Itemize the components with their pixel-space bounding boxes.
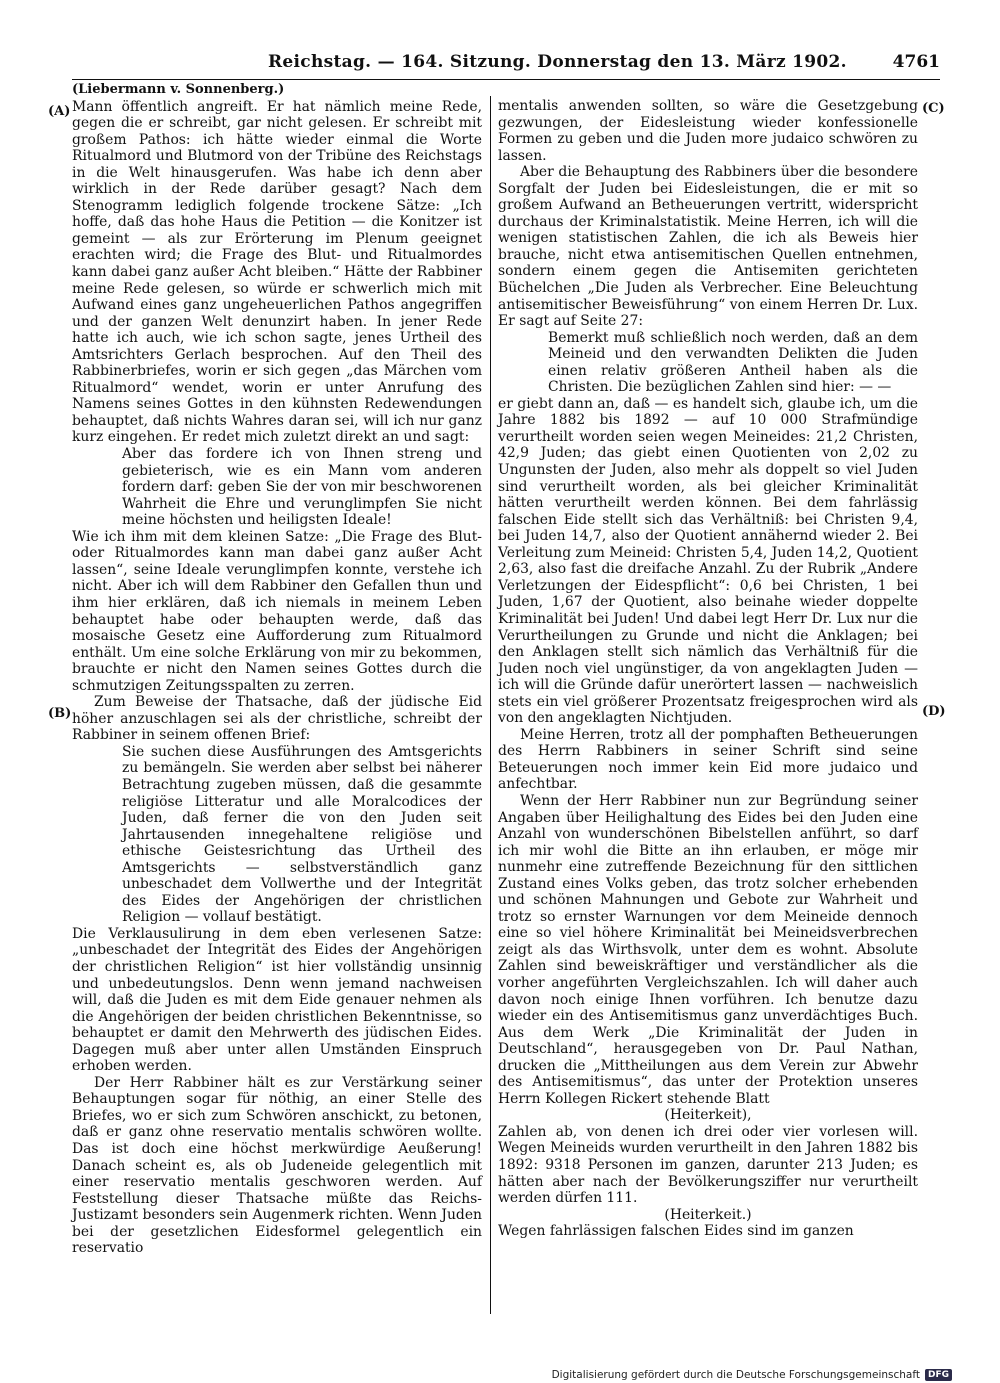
footer-text: Digitalisierung gefördert durch die Deutsche Forschungsgemeinschaft bbox=[551, 1369, 920, 1381]
paragraph: Zum Beweise der Thatsache, daß der jüdische Eid höher anzuschlagen sei als der christliche, schreibt der Rabbiner in seinem offenen Brief: bbox=[72, 694, 482, 744]
page-header bbox=[72, 52, 940, 78]
margin-label-b: (B) bbox=[48, 706, 72, 721]
paragraph: Aber die Behauptung des Rabbiners über die besondere Sorgfalt der Juden bei Eidesleistungen, die er mit so großem Aufwand an Betheuerungen vertritt, widerspricht durchaus der Kriminalstatistik. Meine Herren, ich will die wenigen statistischen Zahlen, die ich als Beweis hier brauche, nicht etwa antisemitischen Quellen entnehmen, sondern einem gegen die Antisemiten gerichteten Büchelchen „Die Juden als Verbrecher. Eine Beleuchtung antisemitischer Beweisführung“ von einem Herren Dr. Lux. Er sagt auf Seite 27: bbox=[498, 164, 918, 330]
paragraph: mentalis anwenden sollten, so wäre die Gesetzgebung gezwungen, der Eidesleistung wieder konfessionelle Formen zu geben und die Juden more judaico schwören zu lassen. bbox=[498, 98, 918, 164]
dfg-logo-icon: DFG bbox=[925, 1369, 952, 1381]
interjection: (Heiterkeit.) bbox=[664, 1206, 752, 1223]
speaker-label: (Liebermann v. Sonnenberg.) bbox=[72, 82, 285, 97]
margin-label-c: (C) bbox=[922, 101, 945, 116]
margin-label-a: (A) bbox=[48, 104, 71, 119]
header-rule bbox=[72, 79, 940, 80]
paragraph: Die Verklausulirung in dem eben verlesenen Satze: „unbeschadet der Integrität des Eides der Angehörigen der christlichen Religion“ ist hier vollständig unsinnig und unbedeutungslos. Denn wenn jemand nachweisen will, daß die Juden es mit dem Eide genauer nehmen als die Angehörigen der beiden christlichen Bekenntnisse, so behauptet er damit den Mehrwerth des jüdischen Eides. Dagegen muß aber unter allen Umständen Einspruch erhoben werden. bbox=[72, 925, 482, 1075]
column-divider bbox=[490, 96, 491, 1314]
page-number: 4761 bbox=[892, 52, 940, 72]
footer-credit bbox=[552, 1369, 952, 1381]
paragraph: Wenn der Herr Rabbiner nun zur Begründung seiner Angaben über Heilighaltung des Eides bei den Juden eine Anzahl von wunderschönen Bibelstellen anführt, so darf ich mir wohl die Bitte an ihn erlauben, er möge mir nunmehr eine zutreffende Bezeichnung für den sittlichen Zustand eines Volks geben, das trotz solcher erhebenden und schönen Mahnungen und Gebote zur Wahrheit und trotz so ernster Warnungen vor dem Meineide dennoch eine so viel höhere Kriminalität bei Meineidsverbrechen zeigt als das Wirthsvolk, unter dem es wohnt. Absolute Zahlen sind beweiskräftiger und verständlicher als die vorher angeführten Vergleichszahlen. Ich will daher auch davon noch einige Ihnen vorführen. Ich benutze dazu wieder ein des Antisemitismus ganz unverdächtiges Buch. Aus dem Werk „Die Kriminalität der Juden in Deutschland“, herausgegeben von Dr. Paul Nathan, drucken die „Mittheilungen aus dem Verein zur Abwehr des Antisemitismus“, das unter der Protektion unseres Herrn Kollegen Rickert stehende Blatt bbox=[498, 792, 918, 1107]
left-column bbox=[72, 82, 482, 1257]
block-quote: Bemerkt muß schließlich noch werden, daß an dem Meineid und den verwandten Delikten die Juden einen relativ größeren Antheil haben als die Christen. Die bezüglichen Zahlen sind hier: — — bbox=[548, 329, 918, 396]
paragraph: Zahlen ab, von denen ich drei oder vier vorlesen will. Wegen Meineids wurden verurtheilt in den Jahren 1882 bis 1892: 9318 Personen im ganzen, darunter 213 Juden; es hätten aber nach der Bevölkerungsziffer nur verurtheilt werden dürfen 111. bbox=[498, 1123, 918, 1207]
block-quote: Aber das fordere ich von Ihnen streng und gebieterisch, wie es ein Mann vom anderen fordern darf: geben Sie der von mir beschworenen Wahrheit die Ehre und verunglimpfen Sie nicht meine höchsten und heiligsten Ideale! bbox=[122, 446, 482, 529]
paragraph: Wie ich ihm mit dem kleinen Satze: „Die Frage des Blut- oder Ritualmordes kann man dabei ganz außer Acht lassen“, seine Ideale verunglimpfen konnte, verstehe ich nicht. Aber ich will dem Rabbiner den Gefallen thun und ihm hier erklären, daß ich niemals in meinem Leben behauptet habe oder behaupten werde, daß das mosaische Gesetz eine Aufforderung zum Ritualmord enthält. Um eine solche Erklärung von mir zu bekommen, brauchte er nicht den Namen seines Gottes durch die schmutzigen Zeitungsspalten zu zerren. bbox=[72, 528, 482, 694]
paragraph: Meine Herren, trotz all der pomphaften Betheuerungen des Herrn Rabbiners in seiner Schrift sind seine Beteuerungen noch immer kein Eid more judaico und anfechtbar. bbox=[498, 726, 918, 793]
paragraph: Mann öffentlich angreift. Er hat nämlich meine Rede, gegen die er schreibt, gar nicht gelesen. Er schreibt mit großem Pathos: ich hätte wieder einmal die Worte Ritualmord und Blutmord von der Tribüne des Reichstags in die Welt hinausgerufen. Was habe ich denn aber wirklich in der Rede darüber gesagt? Nach dem Stenogramm lediglich folgende trockene Sätze: „Ich hoffe, daß das hohe Haus die Petition — die Konitzer ist gemeint — als zur Erörterung im Plenum geeignet erachten wird; die Frage des Blut- und Ritualmordes kann dabei ganz außer Acht bleiben.“ Hätte der Rabbiner meine Rede gelesen, so würde er schwerlich mich mit Aufwand eines ganz ungeheuerlichen Pathos angegriffen und der ganzen Welt denunzirt haben. In jener Rede hatte ich auch, wie ich schon sagte, jenes Urtheil des Amtsrichters Gerlach besprochen. Auf den Theil des Rabbinerbriefes, worin er sich gegen „das Märchen vom Ritualmord“ wendet, worin er unter Anrufung des Namens seines Gottes in den kühnsten Redewendungen behauptet, daß nichts Wahres daran sei, will ich nur ganz kurz eingehen. Er redet mich zuletzt direkt an und sagt: bbox=[72, 98, 482, 446]
paragraph: Der Herr Rabbiner hält es zur Verstärkung seiner Behauptungen sogar für nöthig, an einer Stelle des Briefes, wo er sich zum Schwören anschickt, zu betonen, daß er ganz ohne reservatio mentalis schwören wollte. Das ist doch eine höchst merkwürdige Aeußerung! Danach scheint es, als ob Judeneide gelegentlich mit einer reservatio mentalis geschworen werden. Auf Feststellung dieser Thatsache müßte das Reichs-Justizamt besonders sein Augenmerk richten. Wenn Juden bei der gesetzlichen Eidesformel gelegentlich ein reservatio bbox=[72, 1074, 482, 1257]
paragraph: Wegen fahrlässigen falschen Eides sind im ganzen bbox=[498, 1223, 854, 1240]
paragraph: er giebt dann an, daß — es handelt sich, glaube ich, um die Jahre 1882 bis 1892 — auf 10 000 Strafmündige verurtheilt worden seien wegen Meineides: 21,2 Christen, 42,9 Juden; das giebt einen Quotienten von 2,02 zu Ungunsten der Juden, also mehr als doppelt so viel Juden sind verurtheilt worden, als bei gleicher Kriminalität hätten verurtheilt werden können. Bei dem fahrlässig falschen Eide stellt sich das Verhältniß: bei Christen 9,4, bei Juden 14,7, also der Quotient annähernd wieder 2. Bei Verleitung zum Meineid: Christen 5,4, Juden 14,2, Quotient 2,63, also fast die dreifache Anzahl. Zu der Rubrik „Andere Verletzungen der Eidespflicht“: 0,6 bei Christen, 1 bei Juden, 1,67 der Quotient, also beinahe wieder doppelte Kriminalität bei Juden! Und dabei legt Herr Dr. Lux nur die Verurtheilungen zu Grunde und nicht die Anklagen; bei den Anklagen stellt sich nämlich das Verhältniß für die Juden noch viel ungünstiger, da von angeklagten Juden — ich will die Gründe dafür unerörtert lassen — nachweislich stets ein viel größerer Prozentsatz freigesprochen wird als von den angeklagten Nichtjuden. bbox=[498, 395, 918, 727]
page-title: Reichstag. — 164. Sitzung. Donnerstag den 13. März 1902. bbox=[268, 52, 847, 72]
interjection: (Heiterkeit), bbox=[664, 1107, 752, 1124]
right-column bbox=[498, 98, 918, 1240]
block-quote: Sie suchen diese Ausführungen des Amtsgerichts zu bemängeln. Sie werden aber selbst bei näherer Betrachtung zugeben müssen, daß die gesammte religiöse Litteratur und alle Moralcodices der Juden, daß ferner die von den Juden seit Jahrtausenden innegehaltene religiöse und ethische Geistesrichtung das Urtheil des Amtsgerichts — selbstverständlich ganz unbeschadet dem Vollwerthe und der Integrität des Eides der Angehörigen der christlichen Religion — vollauf bestätigt. bbox=[122, 743, 482, 926]
margin-label-d: (D) bbox=[922, 704, 946, 719]
